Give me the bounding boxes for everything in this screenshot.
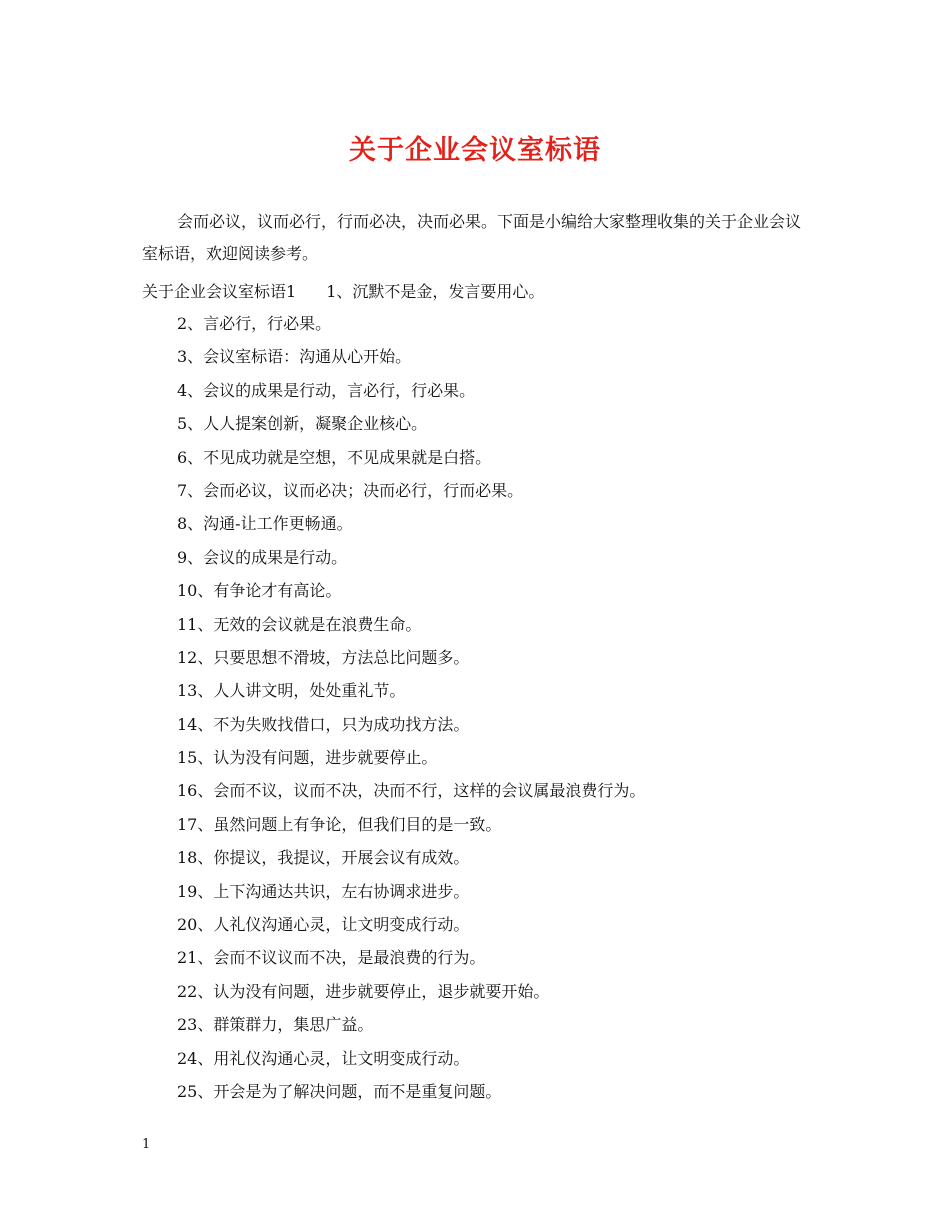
page-number: 1	[142, 1137, 151, 1152]
slogan-item: 15、认为没有问题，进步就要停止。	[177, 748, 438, 768]
slogan-item: 6、不见成功就是空想，不见成果就是白搭。	[177, 447, 492, 467]
slogan-item: 17、虽然问题上有争论，但我们目的是一致。	[177, 814, 502, 834]
slogan-item: 2、言必行，行必果。	[177, 314, 332, 333]
slogan-item: 20、人礼仪沟通心灵，让文明变成行动。	[177, 915, 470, 935]
slogan-item: 19、上下沟通达共识，左右协调求进步。	[177, 881, 470, 901]
slogan-item: 21、会而不议议而不决，是最浪费的行为。	[177, 948, 486, 968]
slogan-item: 8、沟通-让工作更畅通。	[177, 514, 353, 534]
slogan-item: 10、有争论才有高论。	[177, 581, 342, 601]
slogan-item: 9、会议的成果是行动。	[177, 547, 348, 567]
slogan-item: 23、群策群力，集思广益。	[177, 1015, 374, 1035]
slogan-item: 3、会议室标语：沟通从心开始。	[177, 347, 412, 367]
slogan-item: 25、开会是为了解决问题，而不是重复问题。	[177, 1081, 502, 1101]
slogan-item: 18、你提议，我提议，开展会议有成效。	[177, 848, 470, 868]
slogan-item: 5、人人提案创新，凝聚企业核心。	[177, 414, 428, 434]
section-heading: 关于企业会议室标语1	[142, 282, 297, 301]
slogan-item: 22、认为没有问题，进步就要停止，退步就要开始。	[177, 981, 550, 1001]
slogan-item: 14、不为失败找借口，只为成功找方法。	[177, 714, 470, 734]
slogan-item: 11、无效的会议就是在浪费生命。	[177, 614, 422, 634]
slogan-item: 13、人人讲文明，处处重礼节。	[177, 681, 406, 701]
slogan-item: 4、会议的成果是行动，言必行，行必果。	[177, 380, 476, 400]
slogan-list	[177, 312, 645, 1113]
page-title: 关于企业会议室标语	[349, 135, 601, 166]
intro-paragraph: 会而必议，议而必行，行而必决，决而必果。下面是小编给大家整理收集的关于企业会议室标语，欢迎阅读参考。	[142, 212, 802, 263]
slogan-item: 24、用礼仪沟通心灵，让文明变成行动。	[177, 1048, 470, 1068]
slogan-item: 16、会而不议，议而不决，决而不行，这样的会议属最浪费行为。	[177, 781, 646, 801]
section-heading-line	[142, 280, 544, 304]
slogan-item: 12、只要思想不滑坡，方法总比问题多。	[177, 647, 470, 667]
slogan-item-1: 1、沉默不是金，发言要用心。	[326, 282, 545, 301]
slogan-item: 7、会而必议，议而必决；决而必行，行而必果。	[177, 480, 524, 500]
